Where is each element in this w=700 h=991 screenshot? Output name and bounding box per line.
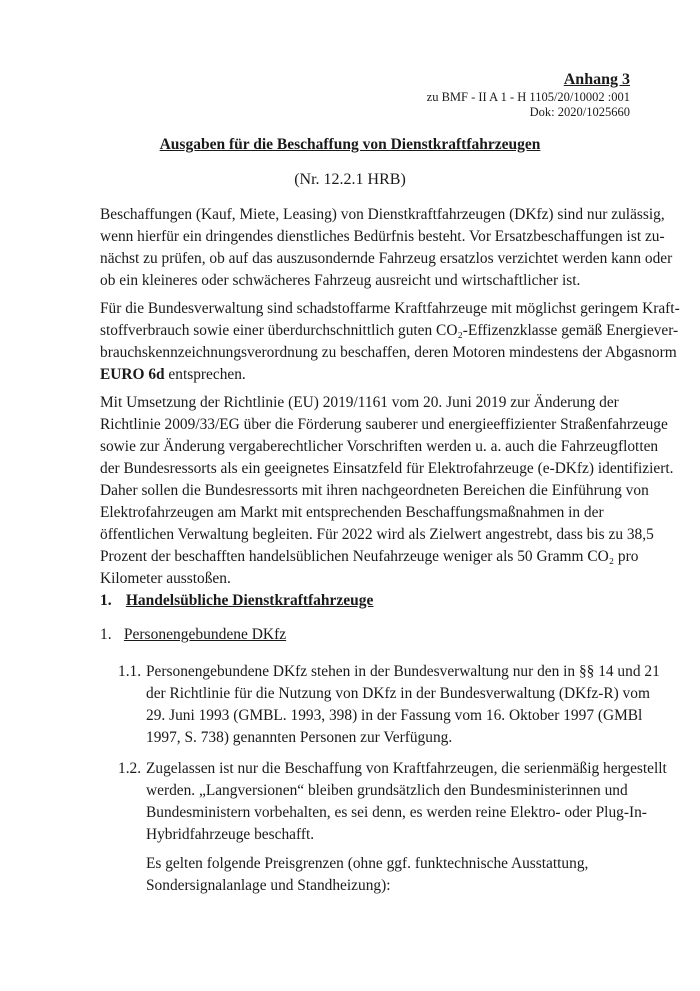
text-line: Bundesministern vorbehalten, es sei denn, es werden reine Elektro- oder Plug-In- [146, 804, 647, 821]
text-line: ob ein kleineres oder schwächeres Fahrzeug ausreicht und wirtschaftlicher ist. [100, 272, 581, 289]
text-line: Daher sollen die Bundesressorts mit ihren nachgeordneten Bereichen die Einführung von [100, 482, 649, 499]
item-number: 1.1. [118, 663, 142, 680]
subsection-number: 1. [100, 626, 112, 643]
subsection-heading [100, 626, 286, 644]
text-line: brauchskennzeichnungsverordnung zu beschaffen, deren Motoren mindestens der Abgasnorm [100, 344, 677, 361]
text-line: stoffverbrauch sowie einer überdurchschnittlich guten CO₂-Effizenzklasse gemäß Energiever- [100, 322, 679, 339]
text-line: Es gelten folgende Preisgrenzen (ohne ggf. funktechnische Ausstattung, [146, 855, 589, 872]
text-line: Sondersignalanlage und Standheizung): [146, 877, 391, 894]
section-title: Handelsübliche Dienstkraftfahrzeuge [125, 592, 374, 609]
text-line: Prozent der beschafften handelsüblichen Neufahrzeuge weniger als 50 Gramm CO₂ pro [100, 548, 639, 565]
text-line: 29. Juni 1993 (GMBL. 1993, 398) in der Fassung vom 16. Oktober 1997 (GMBl [146, 707, 643, 724]
reference-number: zu BMF - II A 1 - H 1105/20/10002 :001 [426, 90, 630, 104]
text-line: Zugelassen ist nur die Beschaffung von Kraftfahrzeugen, die serienmäßig hergestellt [146, 760, 667, 777]
text-line: der Richtlinie für die Nutzung von DKfz in der Bundesverwaltung (DKfz-R) vom [146, 685, 650, 702]
text-line: sowie zur Änderung vergaberechtlicher Vorschriften werden u. a. auch die Fahrzeugflotten [100, 438, 659, 455]
annex-title: Anhang 3 [563, 71, 630, 88]
paragraph-directive [100, 392, 674, 590]
document-number: Dok: 2020/1025660 [529, 105, 630, 119]
text-line: Für die Bundesverwaltung sind schadstoffarme Kraftfahrzeuge mit möglichst geringem Kraft- [100, 300, 680, 317]
text-fragment: entsprechen. [164, 366, 246, 383]
text-line: werden. „Langversionen“ bleiben grundsätzlich den Bundesministerinnen und [146, 782, 628, 799]
paragraph-emissions [100, 298, 680, 386]
section-number: 1. [100, 592, 112, 609]
price-limits-note [146, 853, 588, 897]
document-subtitle: (Nr. 12.2.1 HRB) [294, 171, 406, 188]
document-title: Ausgaben für die Beschaffung von Dienstkraftfahrzeugen [159, 136, 541, 153]
annex-header [427, 70, 630, 120]
text-line: Beschaffungen (Kauf, Miete, Leasing) von Dienstkraftfahrzeugen (DKfz) sind nur zulässig, [100, 206, 665, 223]
list-item-1-1 [118, 661, 660, 749]
text-line: Hybridfahrzeuge beschafft. [146, 826, 315, 843]
text-line: Elektrofahrzeugen am Markt mit entsprechenden Beschaffungsmaßnahmen in der [100, 504, 604, 521]
text-line: Richtlinie 2009/33/EG über die Förderung sauberer und energieeffizienter Straßenfahrzeuge [100, 416, 668, 433]
item-body [146, 661, 660, 749]
text-line: 1997, S. 738) genannten Personen zur Verfügung. [146, 729, 453, 746]
text-line: öffentlichen Verwaltung begleiten. Für 2022 wird als Zielwert angestrebt, dass bis zu 38,5 [100, 526, 654, 543]
text-line [100, 364, 640, 386]
subsection-title: Personengebundene DKfz [123, 626, 287, 643]
section-heading [100, 592, 373, 610]
text-line: wenn hierfür ein dringendes dienstliches Bedürfnis besteht. Vor Ersatzbeschaffungen ist zu- [100, 228, 665, 245]
item-number: 1.2. [118, 760, 142, 777]
text-line: nächst zu prüfen, ob auf das auszusondernde Fahrzeug ersatzlos verzichtet werden kann oder [100, 250, 673, 267]
list-item-1-2 [118, 758, 667, 846]
text-line: Kilometer ausstoßen. [100, 570, 231, 587]
text-line: der Bundesressorts als ein geeignetes Einsatzfeld für Elektrofahrzeuge (e-DKfz) identifiziert. [100, 460, 674, 477]
text-line: Personengebundene DKfz stehen in der Bundesverwaltung nur den in §§ 14 und 21 [146, 663, 660, 680]
emission-norm: EURO 6d [100, 366, 165, 383]
text-line: Mit Umsetzung der Richtlinie (EU) 2019/1161 vom 20. Juni 2019 zur Änderung der [100, 394, 619, 411]
paragraph-intro [100, 204, 673, 292]
item-body [146, 758, 667, 846]
